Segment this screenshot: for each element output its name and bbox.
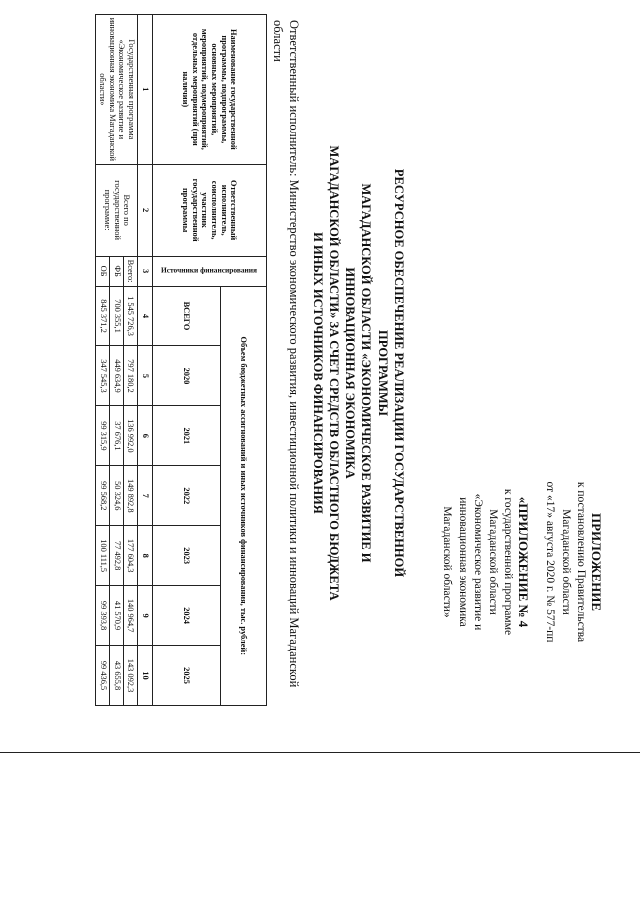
value-cell: 99 568,2 xyxy=(96,466,110,526)
value-cell: 136 992,0 xyxy=(124,406,138,466)
approval-block xyxy=(439,412,605,712)
source-cell: ФБ xyxy=(110,256,124,286)
column-number: 10 xyxy=(138,646,153,706)
header-year: 2023 xyxy=(153,526,221,586)
column-number: 9 xyxy=(138,586,153,646)
table-row xyxy=(124,15,138,706)
header-year: ВСЕГО xyxy=(153,286,221,346)
responsible-executor xyxy=(270,20,303,710)
title-line: МАГАДАНСКОЙ ОБЛАСТИ «ЭКОНОМИЧЕСКОЕ РАЗВИТИЕ И ИННОВАЦИОННАЯ ЭКОНОМИКА xyxy=(343,183,374,563)
value-cell: 449 634,9 xyxy=(110,346,124,406)
value-cell: 41 570,9 xyxy=(110,586,124,646)
annex-line: инновационная экономика xyxy=(456,497,469,627)
header-year: 2021 xyxy=(153,406,221,466)
title-line: МАГАДАНСКОЙ ОБЛАСТИ» ЗА СЧЕТ СРЕДСТВ ОБЛАСТНОГО БЮДЖЕТА xyxy=(327,145,341,601)
header-executor: Ответственный исполнитель, соисполнитель, участник государственной программы xyxy=(153,164,267,256)
value-cell: 77 492,8 xyxy=(110,526,124,586)
header-year: 2025 xyxy=(153,646,221,706)
value-cell: 100 111,5 xyxy=(96,526,110,586)
document-title xyxy=(310,138,408,608)
resource-table xyxy=(95,14,267,706)
value-cell: 143 092,3 xyxy=(124,646,138,706)
value-cell: 149 892,8 xyxy=(124,466,138,526)
annex-line: к государственной программе xyxy=(502,488,515,636)
header-year: 2020 xyxy=(153,346,221,406)
horizontal-divider xyxy=(0,752,640,753)
program-name: Государственная программа «Экономическое развитие и инновационная экономика Магаданской области» xyxy=(96,15,138,165)
approval-date: от «17» августа 2020 г. № 577-пп xyxy=(544,481,557,643)
column-number: 7 xyxy=(138,466,153,526)
approval-heading: ПРИЛОЖЕНИЕ xyxy=(589,512,604,612)
value-cell: 99 393,8 xyxy=(96,586,110,646)
title-line: И ИНЫХ ИСТОЧНИКОВ ФИНАНСИРОВАНИЯ xyxy=(310,232,325,514)
column-number: 4 xyxy=(138,286,153,346)
source-cell: ОБ xyxy=(96,256,110,286)
column-number: 1 xyxy=(138,15,153,165)
value-cell: 99 436,5 xyxy=(96,646,110,706)
executor-label: Ответственный исполнитель: xyxy=(287,20,301,177)
approval-line: Магаданской области xyxy=(559,509,572,615)
value-cell: 700 355,1 xyxy=(110,286,124,346)
header-source: Источники финансирования xyxy=(153,256,267,286)
annex-heading: «ПРИЛОЖЕНИЕ № 4 xyxy=(516,496,532,628)
annex-line: Магаданской области xyxy=(487,509,499,615)
approval-line: к постановлению Правительства xyxy=(574,481,587,643)
header-year: 2024 xyxy=(153,586,221,646)
annex-line: Магаданской области» xyxy=(441,506,454,618)
annex-line: «Экономическое развитие и xyxy=(471,493,484,631)
column-number: 2 xyxy=(138,164,153,256)
title-line: РЕСУРСНОЕ ОБЕСПЕЧЕНИЕ РЕАЛИЗАЦИИ ГОСУДАРСТВЕННОЙ ПРОГРАММЫ xyxy=(375,168,406,578)
value-cell: 140 964,7 xyxy=(124,586,138,646)
column-number: 3 xyxy=(138,256,153,286)
program-executor: Всего по государственной программе: xyxy=(96,164,138,256)
value-cell: 50 324,6 xyxy=(110,466,124,526)
value-cell: 43 655,8 xyxy=(110,646,124,706)
column-number: 8 xyxy=(138,526,153,586)
value-cell: 99 315,9 xyxy=(96,406,110,466)
value-cell: 797 180,2 xyxy=(124,346,138,406)
value-cell: 37 676,1 xyxy=(110,406,124,466)
column-number: 5 xyxy=(138,346,153,406)
source-cell: Всего: xyxy=(124,256,138,286)
column-number: 6 xyxy=(138,406,153,466)
value-cell: 177 604,3 xyxy=(124,526,138,586)
header-year: 2022 xyxy=(153,466,221,526)
rotated-page-content xyxy=(35,10,605,720)
header-volume: Объем бюджетных ассигнований и иных источников финансирования, тыс. рублей: xyxy=(221,286,267,705)
executor-value: Министерство экономического развития, инвестиционной политики и инноваций Магаданской области xyxy=(270,20,301,688)
value-cell: 845 371,2 xyxy=(96,286,110,346)
header-name: Наименование государственной программы, подпрограммы, основных мероприятий, мероприятий, подмероприятий, отдельных мероприятий (при наличии) xyxy=(153,15,267,165)
value-cell: 1 545 726,3 xyxy=(124,286,138,346)
value-cell: 347 545,3 xyxy=(96,346,110,406)
